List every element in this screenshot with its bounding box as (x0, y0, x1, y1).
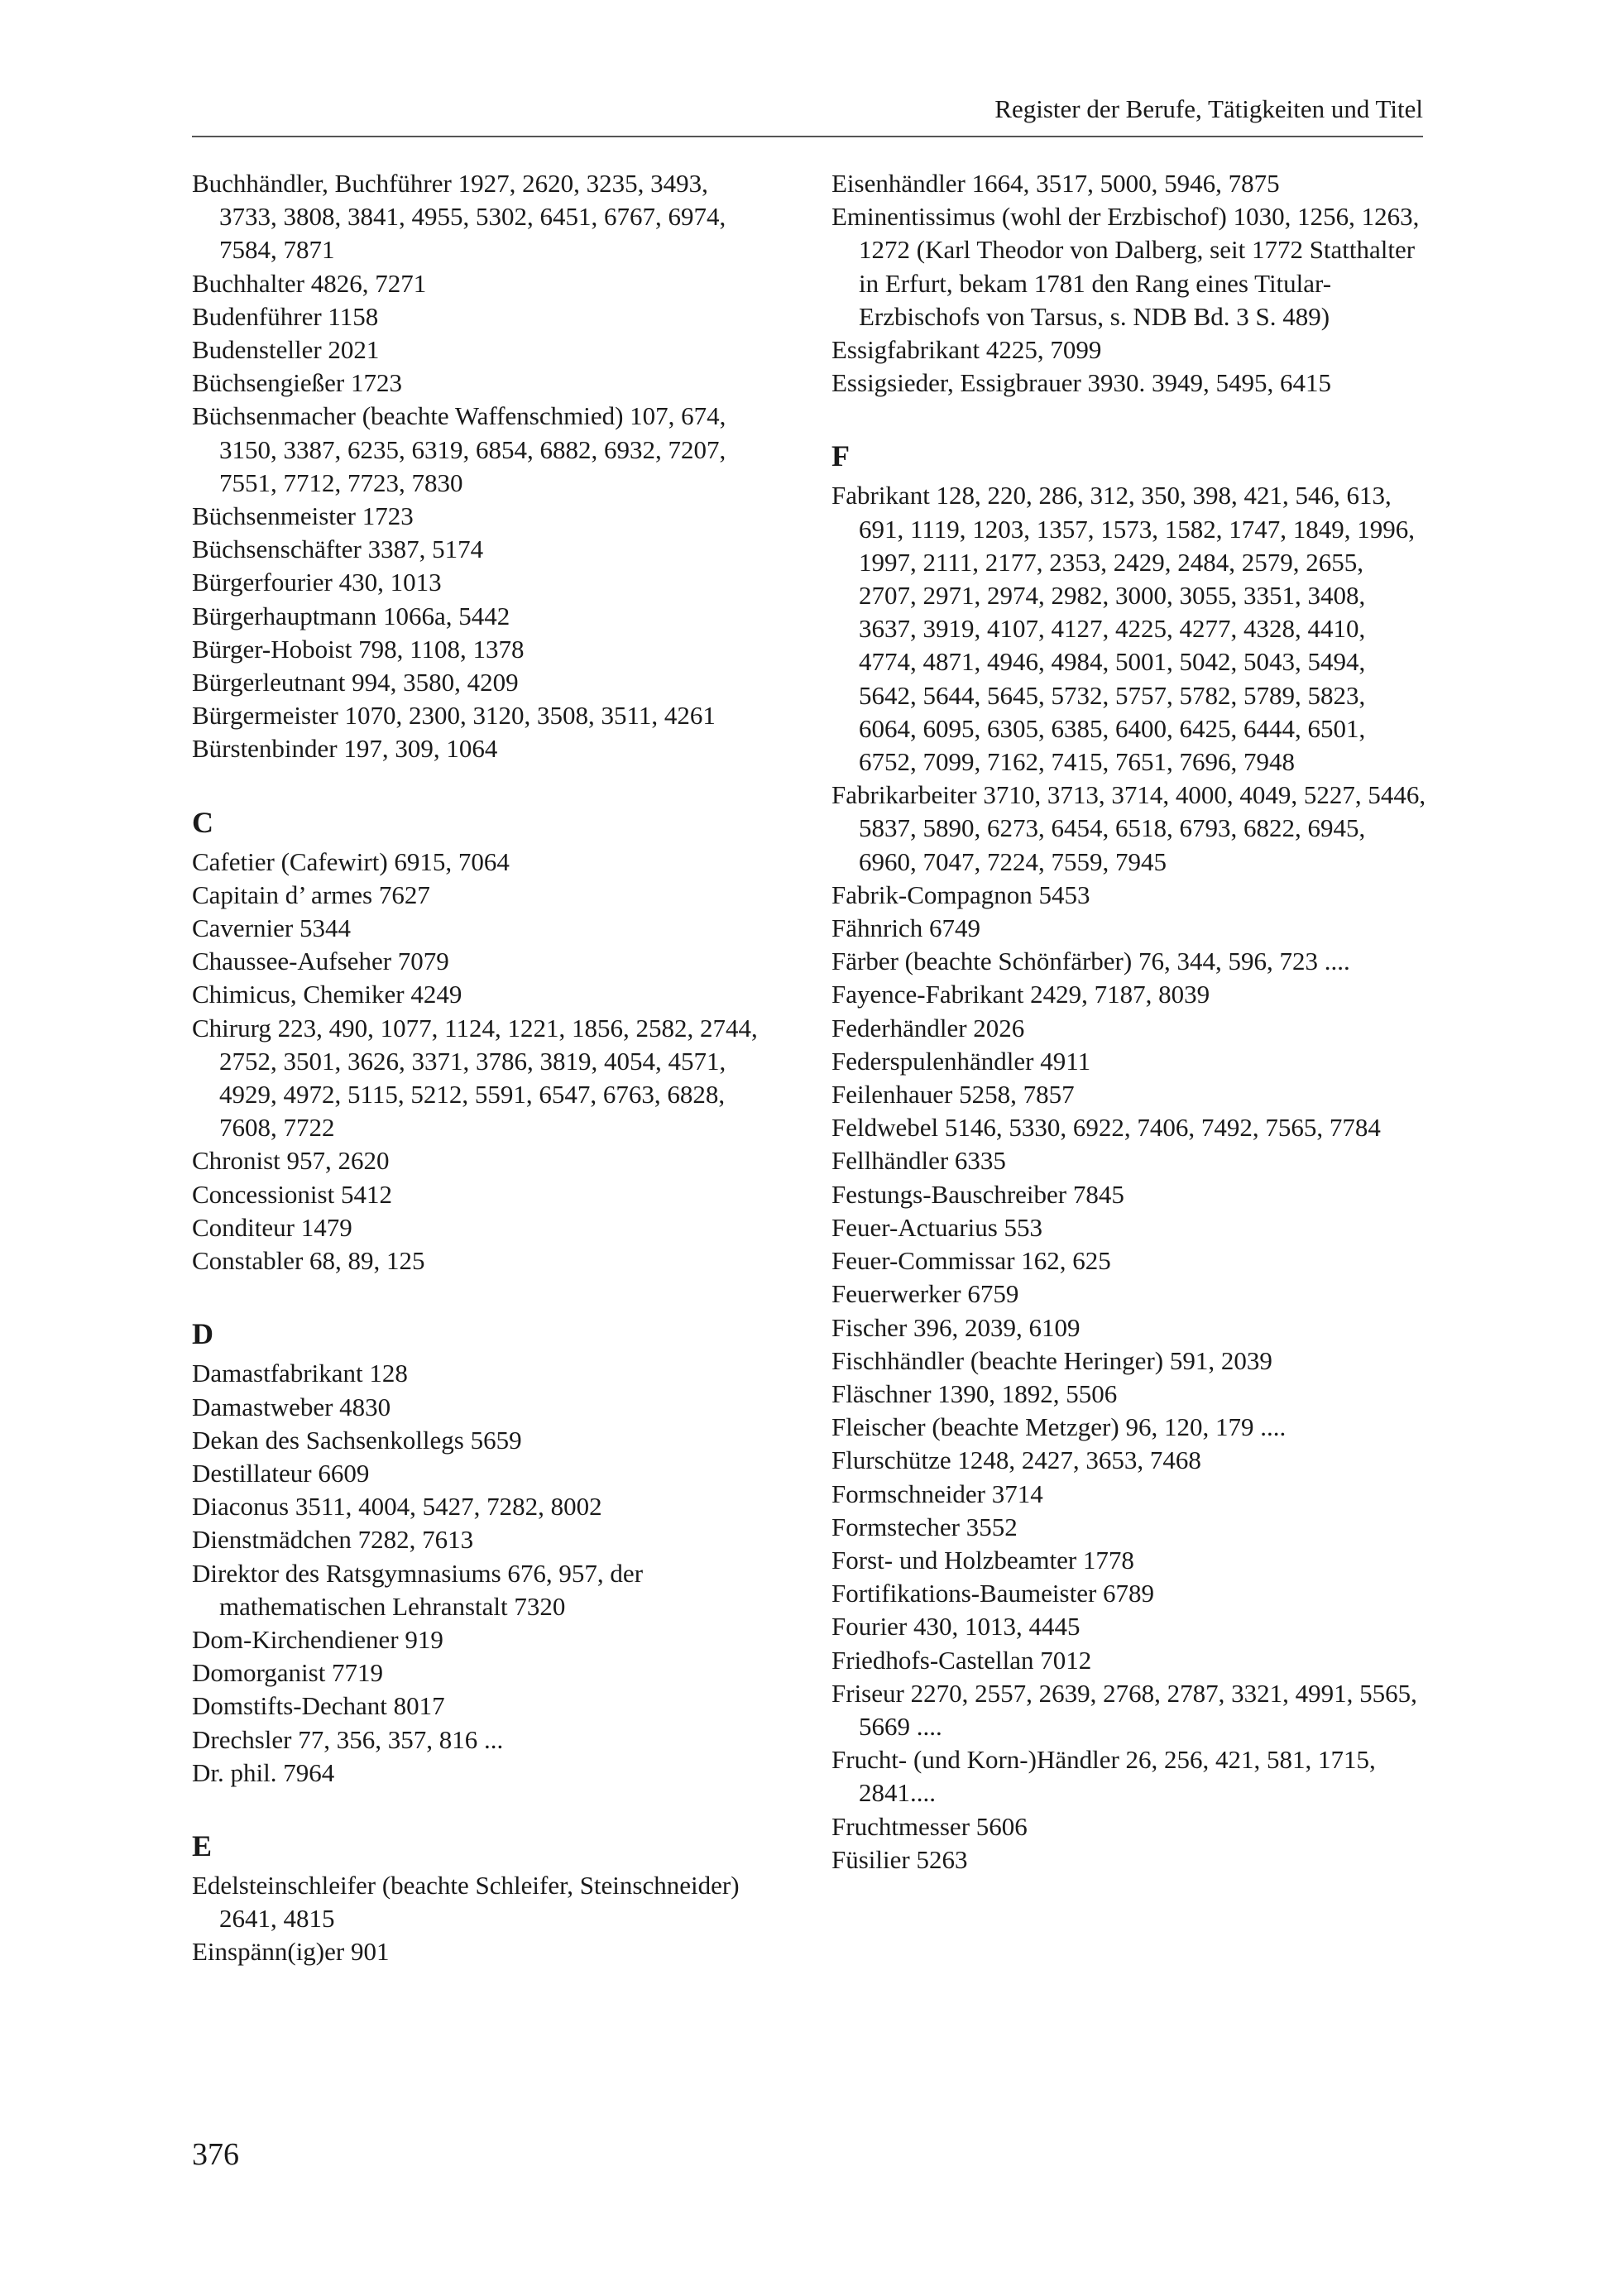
section-letter: C (192, 805, 213, 839)
left-column (192, 167, 771, 1969)
index-entry: Forst- und Holzbeamter 1778 (831, 1545, 1134, 1575)
index-entry: Dr. phil. 7964 (192, 1757, 335, 1787)
index-entry: Fähnrich 6749 (831, 913, 980, 943)
index-entry: Buchhändler, Buchführer 1927, 2620, 3235, 3493, 3733, 3808, 3841, 4955, 5302, 6451, 6767, 6974, 7584, 7871 (192, 169, 726, 265)
index-entry: Fayence-Fabrikant 2429, 7187, 8039 (831, 980, 1210, 1009)
index-entry: Concessionist 5412 (192, 1179, 392, 1209)
index-entry: Bürgerhauptmann 1066a, 5442 (192, 601, 510, 630)
right-column (831, 167, 1427, 1877)
page-number: 376 (192, 2137, 239, 2172)
index-entry: Bürstenbinder 197, 309, 1064 (192, 734, 498, 764)
index-entry: Büchsenschäfter 3387, 5174 (192, 534, 484, 564)
index-entry: Budensteller 2021 (192, 335, 380, 365)
index-entry: Bürgerfourier 430, 1013 (192, 568, 442, 597)
index-entry: Bürgermeister 1070, 2300, 3120, 3508, 3511, 4261 (192, 701, 716, 731)
index-entry: Flurschütze 1248, 2427, 3653, 7468 (831, 1445, 1201, 1475)
index-entry: Büchsenmacher (beachte Waffenschmied) 107, 674, 3150, 3387, 6235, 6319, 6854, 6882, 6932, 7207, 7551, 7712, 7723, 7830 (192, 401, 726, 497)
index-entry: Fischer 396, 2039, 6109 (831, 1312, 1081, 1342)
index-entry: Feuer-Actuarius 553 (831, 1212, 1043, 1242)
index-entry: Festungs-Bauschreiber 7845 (831, 1179, 1124, 1209)
index-entry: Edelsteinschleifer (beachte Schleifer, Steinschneider) 2641, 4815 (192, 1870, 740, 1934)
index-entry: Destillateur 6609 (192, 1458, 370, 1488)
index-entry: Cavernier 5344 (192, 913, 351, 943)
index-entry: Chirurg 223, 490, 1077, 1124, 1221, 1856, 2582, 2744, 2752, 3501, 3626, 3371, 3786, 3819, 4054, 4571, 4929, 4972, 5115, 5212, 5591, 6547, 6763, 6828, 7608, 7722 (192, 1013, 758, 1143)
index-entry: Essigfabrikant 4225, 7099 (831, 335, 1102, 365)
index-entry: Fellhändler 6335 (831, 1146, 1006, 1176)
section-letter: F (831, 439, 850, 473)
header-rule (192, 136, 1423, 137)
index-entry: Dom-Kirchendiener 919 (192, 1624, 443, 1654)
section-letter: E (192, 1829, 213, 1862)
index-entry: Fläschner 1390, 1892, 5506 (831, 1378, 1118, 1408)
index-entry: Federspulenhändler 4911 (831, 1046, 1091, 1076)
index-entry: Fourier 430, 1013, 4445 (831, 1612, 1081, 1642)
index-entry: Feuerwerker 6759 (831, 1279, 1019, 1309)
index-entry: Damastfabrikant 128 (192, 1359, 408, 1388)
index-entry: Fabrik-Compagnon 5453 (831, 880, 1090, 909)
index-entry: Chaussee-Aufseher 7079 (192, 947, 449, 976)
index-entry: Domorganist 7719 (192, 1658, 384, 1688)
index-entry: Feldwebel 5146, 5330, 6922, 7406, 7492, 7565, 7784 (831, 1113, 1381, 1143)
index-entry: Domstifts-Dechant 8017 (192, 1691, 445, 1721)
index-entry: Feuer-Commissar 162, 625 (831, 1246, 1111, 1276)
index-entry: Federhändler 2026 (831, 1013, 1025, 1043)
running-head: Register der Berufe, Tätigkeiten und Titel (994, 94, 1423, 123)
index-entry: Büchsenmeister 1723 (192, 501, 414, 531)
index-entry: Cafetier (Cafewirt) 6915, 7064 (192, 846, 510, 876)
index-entry: Budenführer 1158 (192, 301, 379, 331)
index-entry: Frucht- (und Korn-)Händler 26, 256, 421, 581, 1715, 2841.... (831, 1745, 1376, 1808)
index-entry: Dekan des Sachsenkollegs 5659 (192, 1425, 522, 1455)
index-entry: Füsilier 5263 (831, 1844, 968, 1874)
index-entry: Fortifikations-Baumeister 6789 (831, 1579, 1155, 1608)
index-entry: Buchhalter 4826, 7271 (192, 268, 427, 298)
index-entry: Feilenhauer 5258, 7857 (831, 1080, 1075, 1110)
index-entry: Essigsieder, Essigbrauer 3930. 3949, 5495, 6415 (831, 368, 1332, 398)
index-entry: Diaconus 3511, 4004, 5427, 7282, 8002 (192, 1492, 602, 1522)
index-entry: Formstecher 3552 (831, 1512, 1018, 1541)
index-entry: Conditeur 1479 (192, 1212, 352, 1242)
index-entry: Bürger-Hoboist 798, 1108, 1378 (192, 634, 525, 664)
index-entry: Bürgerleutnant 994, 3580, 4209 (192, 668, 519, 697)
index-entry: Fabrikarbeiter 3710, 3713, 3714, 4000, 4049, 5227, 5446, 5837, 5890, 6273, 6454, 6518, 6793, 6822, 6945, 6960, 7047, 7224, 7559, 7945 (831, 780, 1426, 876)
index-entry: Drechsler 77, 356, 357, 816 ... (192, 1724, 504, 1754)
index-entry: Fischhändler (beachte Heringer) 591, 2039 (831, 1345, 1272, 1375)
index-entry: Friseur 2270, 2557, 2639, 2768, 2787, 3321, 4991, 5565, 5669 .... (831, 1678, 1417, 1741)
index-entry: Damastweber 4830 (192, 1392, 391, 1421)
index-entry: Färber (beachte Schönfärber) 76, 344, 596, 723 .... (831, 947, 1350, 976)
index-entry: Fabrikant 128, 220, 286, 312, 350, 398, 421, 546, 613, 691, 1119, 1203, 1357, 1573, 1582, 1747, 1849, 1996, 1997, 2111, 2177, 2353, 2429, 2484, 2579, 2655, 2707, 2971, 2974, 2982, 3000, 3055, 3351, 3408, 3637, 3919, 4107, 4127, 4225, 4277, 4328, 4410, 4774, 4871, 4946, 4984, 5001, 5042, 5043, 5494, 5642, 5644, 5645, 5732, 5757, 5782, 5789, 5823, 6064, 6095, 6305, 6385, 6400, 6425, 6444, 6501, 6752, 7099, 7162, 7415, 7651, 7696, 7948 (831, 481, 1415, 777)
index-entry: Capitain d’ armes 7627 (192, 880, 430, 909)
index-entry: Fleischer (beachte Metzger) 96, 120, 179 .... (831, 1412, 1287, 1442)
index-entry: Einspänn(ig)er 901 (192, 1937, 390, 1967)
index-entry: Eminentissimus (wohl der Erzbischof) 1030, 1256, 1263, 1272 (Karl Theodor von Dalberg, seit 1772 Statthalter in Erfurt, bekam 1781 den Rang eines Titular-Erzbischofs von Tarsus, s. NDB Bd. 3 S. 489) (831, 202, 1420, 331)
index-entry: Büchsengießer 1723 (192, 368, 402, 398)
index-entry: Fruchtmesser 5606 (831, 1811, 1028, 1841)
section-letter: D (192, 1317, 213, 1351)
index-entry: Constabler 68, 89, 125 (192, 1246, 425, 1276)
index-entry: Dienstmädchen 7282, 7613 (192, 1525, 474, 1555)
index-entry: Chronist 957, 2620 (192, 1146, 390, 1176)
index-entry: Chimicus, Chemiker 4249 (192, 980, 462, 1009)
index-entry: Formschneider 3714 (831, 1479, 1043, 1508)
index-entry: Eisenhändler 1664, 3517, 5000, 5946, 7875 (831, 169, 1280, 198)
index-entry: Friedhofs-Castellan 7012 (831, 1645, 1092, 1675)
index-entry: Direktor des Ratsgymnasiums 676, 957, der mathematischen Lehranstalt 7320 (192, 1558, 644, 1621)
